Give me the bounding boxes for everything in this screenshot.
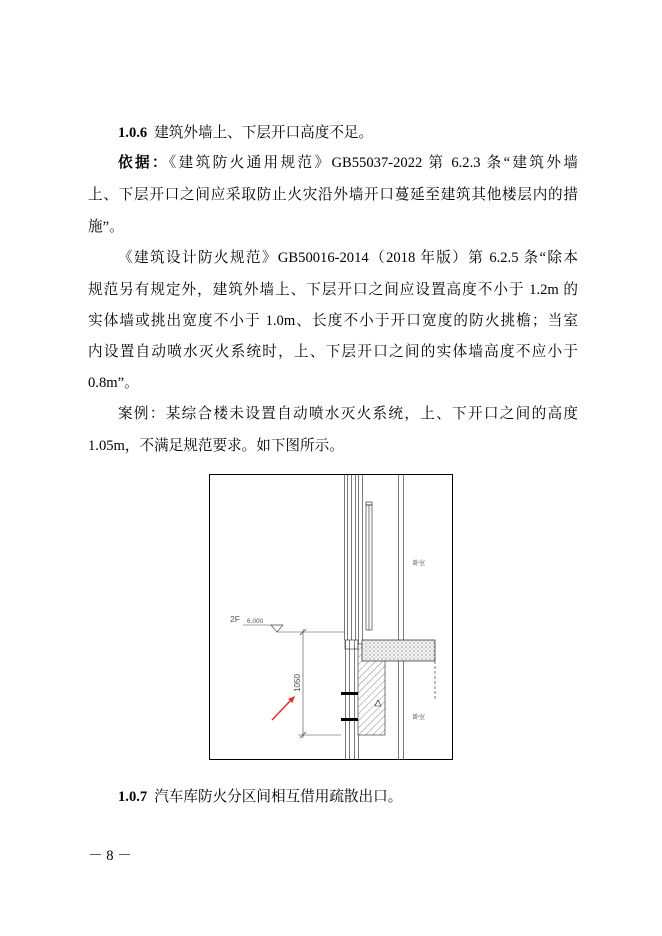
wall-lines-upper — [345, 475, 363, 640]
room-label-upper: 卧室 — [413, 561, 426, 567]
sill-mark-upper — [341, 692, 358, 695]
section-number: 1.0.7 — [118, 789, 148, 805]
dimension-value: 1050 — [293, 674, 302, 692]
floor-label: 2F — [230, 614, 240, 624]
interior-lines — [399, 475, 404, 759]
upper-window — [366, 502, 372, 630]
elevation-value: 6.000 — [247, 618, 264, 625]
code-quote-line-4: 内设置自动喷水灭火系统时，上、下层开口之间的实体墙高度不应小于 — [88, 344, 578, 360]
wall-lines-lower — [346, 640, 359, 759]
code-quote-line-2: 规范另有规定外，建筑外墙上、下层开口之间应设置高度不小于 1.2m 的 — [88, 282, 578, 298]
code-quote-line-3: 实体墙或挑出宽度不小于 1.0m、长度不小于开口宽度的防火挑檐；当室 — [88, 313, 578, 329]
elevation-triangle-icon — [271, 625, 283, 632]
red-arrow-shaft — [272, 700, 291, 720]
wall-section-drawing — [209, 474, 454, 761]
basis-line-1 — [118, 153, 578, 173]
sill-mark-lower — [341, 718, 358, 721]
section-title: 建筑外墙上、下层开口高度不足。 — [154, 125, 374, 141]
case-line-1: 案例：某综合楼未设置自动喷水灭火系统，上、下开口之间的高度 — [118, 406, 578, 422]
code-quote-line-1: 《建筑设计防火规范》GB50016-2014（2018 年版）第 6.2.5 条“除本 — [118, 250, 578, 266]
section-heading-1-0-6 — [118, 123, 578, 143]
page-number: － 8 － — [88, 848, 132, 864]
basis-line-2: 上、下层开口之间应采取防止火灾沿外墙开口蔓延至建筑其他楼层内的措 — [88, 187, 578, 203]
case-line-2: 1.05m，不满足规范要求。如下图所示。 — [88, 438, 344, 454]
basis-line-3: 施”。 — [88, 219, 124, 235]
section-number: 1.0.6 — [118, 125, 148, 141]
room-label-lower: 卧室 — [413, 715, 426, 721]
floor-slab — [362, 640, 435, 661]
basis-text: 《建筑防火通用规范》GB55037-2022 第 6.2.3 条“建筑外墙 — [168, 155, 578, 171]
code-quote-line-5: 0.8m”。 — [88, 375, 139, 391]
section-title: 汽车库防火分区间相互借用疏散出口。 — [154, 789, 403, 805]
section-heading-1-0-7 — [118, 787, 578, 807]
basis-label: 依据： — [118, 155, 169, 171]
wall-cap — [345, 640, 358, 649]
